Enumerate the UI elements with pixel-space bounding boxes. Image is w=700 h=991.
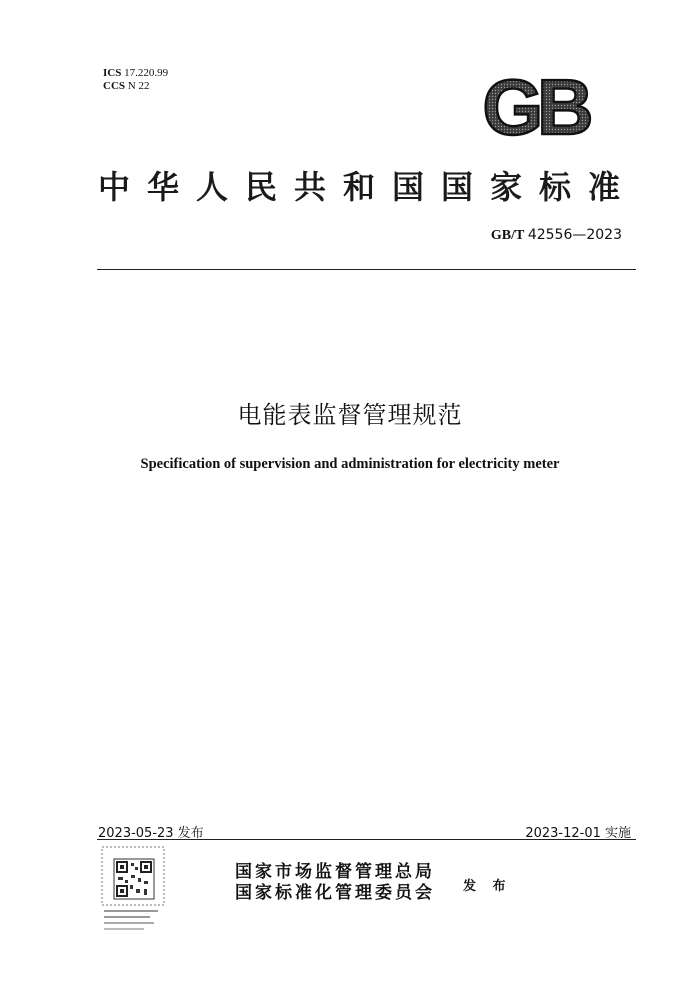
national-standard-heading: 中华人民共和国国家标准 <box>98 168 638 206</box>
issuer-samr: 国家市场监督管理总局 <box>235 862 435 882</box>
ccs-code: N 22 <box>127 80 150 92</box>
ccs-line <box>103 80 168 93</box>
gb-logo-text: GB <box>482 74 588 142</box>
standard-number-value: 42556—2023 <box>527 227 622 243</box>
ics-code: 17.220.99 <box>124 67 169 79</box>
issued-label: 发 布 <box>463 879 512 894</box>
ccs-label: CCS <box>103 80 126 92</box>
implementation-date: 2023-12-01 实施 <box>525 826 631 841</box>
standard-number <box>491 227 622 244</box>
title-english: Specification of supervision and administration for electricity meter <box>140 456 560 472</box>
ics-line <box>103 67 168 80</box>
ics-label: ICS <box>103 67 122 79</box>
issuing-authorities <box>235 862 435 904</box>
qr-stamp-image <box>100 845 166 937</box>
top-divider <box>97 269 636 270</box>
issuer-sac: 国家标准化管理委员会 <box>235 883 435 903</box>
bottom-divider <box>97 839 636 840</box>
gb-logo <box>470 74 600 142</box>
classification-block <box>103 67 168 93</box>
title-chinese: 电能表监督管理规范 <box>237 401 463 429</box>
issue-date: 2023-05-23 发布 <box>98 826 204 841</box>
standard-prefix: GB/T <box>490 228 525 243</box>
